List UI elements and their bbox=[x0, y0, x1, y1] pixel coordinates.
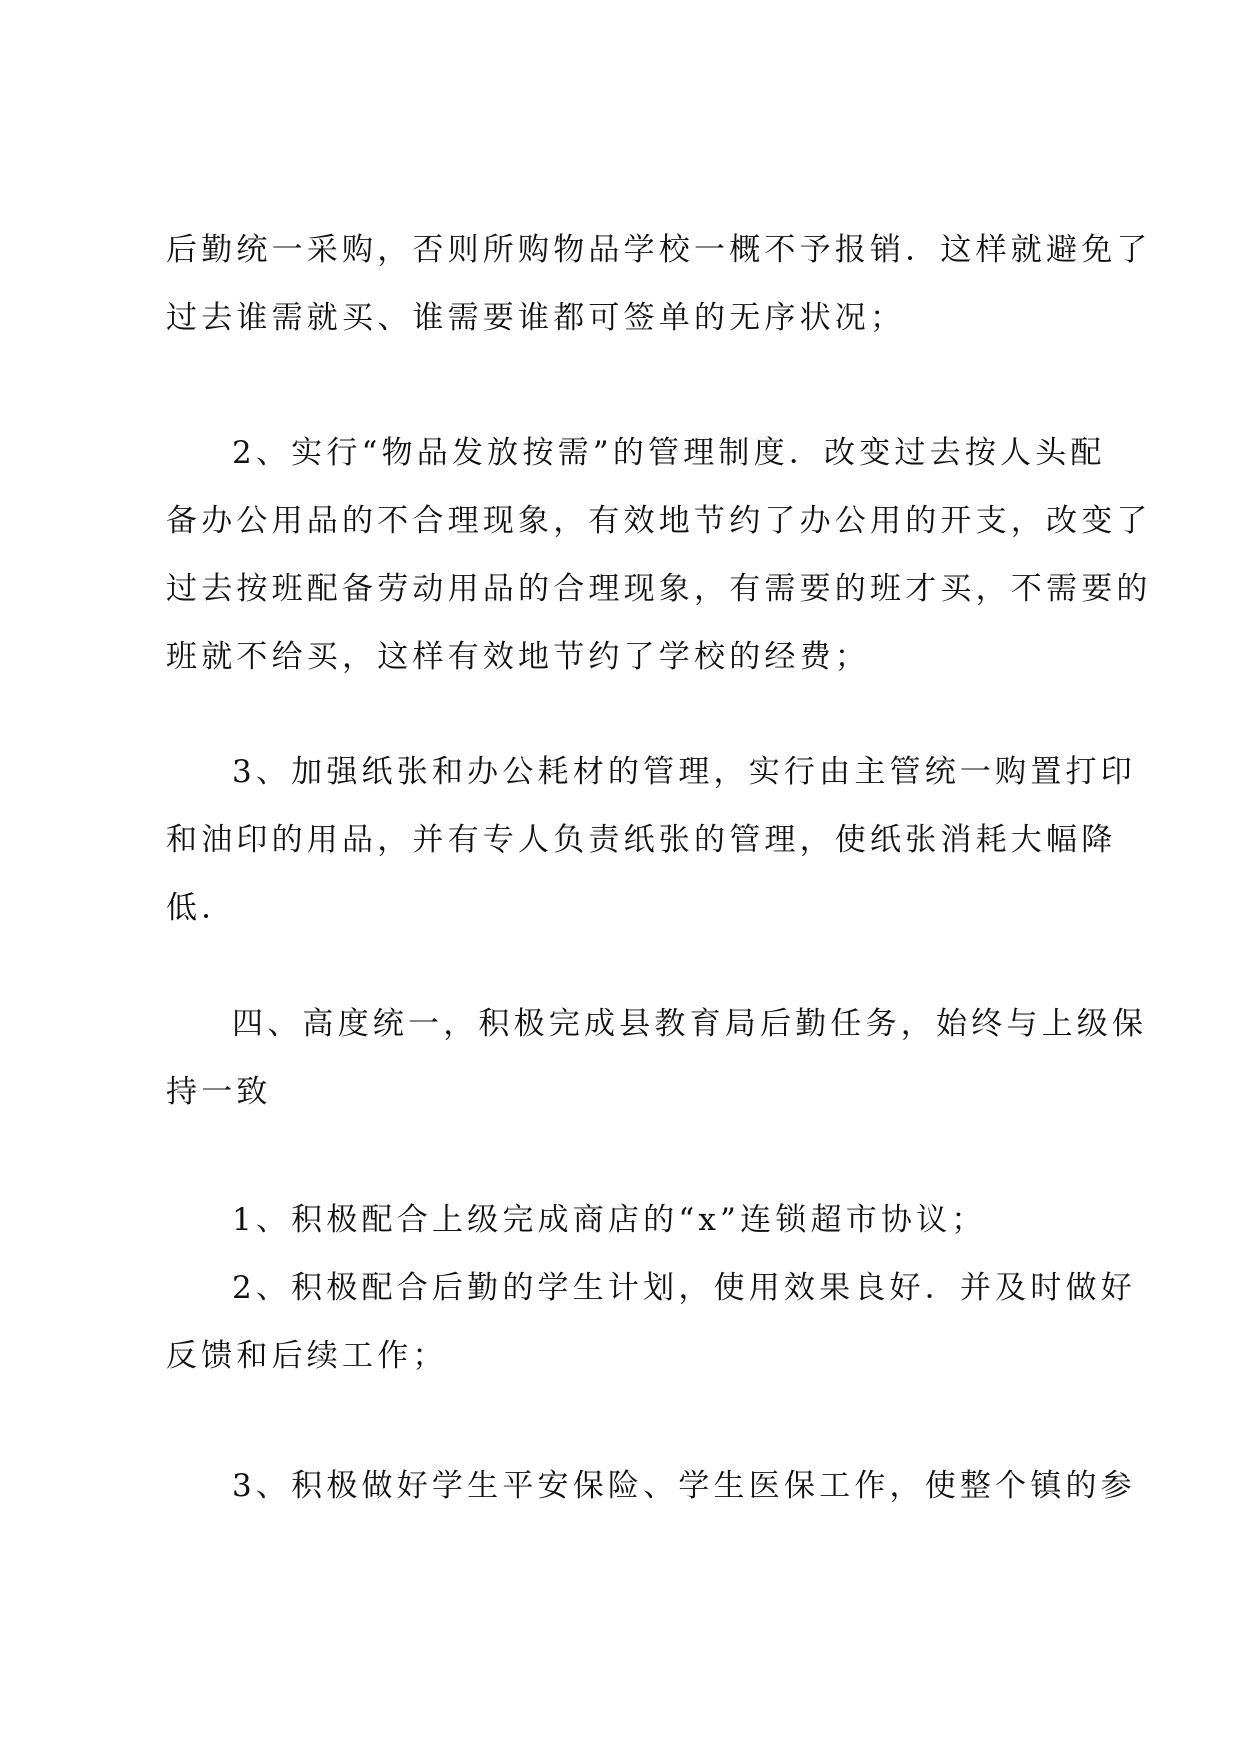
section-heading: 持一致 bbox=[166, 1074, 272, 1110]
text-line: 2、实行“物品发放按需”的管理制度．改变过去按人头配 bbox=[232, 435, 1106, 471]
text-line: 低． bbox=[166, 890, 237, 926]
text-line: 1、积极配合上级完成商店的“x”连锁超市协议； bbox=[232, 1202, 987, 1238]
text-line: 后勤统一采购，否则所购物品学校一概不予报销．这样就避免了 bbox=[166, 232, 1152, 268]
text-line: 反馈和后续工作； bbox=[166, 1338, 448, 1374]
section-heading: 四、高度统一，积极完成县教育局后勤任务，始终与上级保 bbox=[232, 1006, 1148, 1042]
text-line: 备办公用品的不合理现象，有效地节约了办公用的开支，改变了 bbox=[166, 503, 1152, 539]
text-line: 3、加强纸张和办公耗材的管理，实行由主管统一购置打印 bbox=[232, 754, 1136, 790]
text-line: 过去按班配备劳动用品的合理现象，有需要的班才买，不需要的 bbox=[166, 571, 1152, 607]
text-line: 班就不给买，这样有效地节约了学校的经费； bbox=[166, 639, 870, 675]
text-line: 3、积极做好学生平安保险、学生医保工作，使整个镇的参 bbox=[232, 1468, 1136, 1504]
text-line: 和油印的用品，并有专人负责纸张的管理，使纸张消耗大幅降 bbox=[166, 822, 1117, 858]
text-line: 过去谁需就买、谁需要谁都可签单的无序状况； bbox=[166, 300, 906, 336]
text-line: 2、积极配合后勤的学生计划，使用效果良好．并及时做好 bbox=[232, 1270, 1136, 1306]
